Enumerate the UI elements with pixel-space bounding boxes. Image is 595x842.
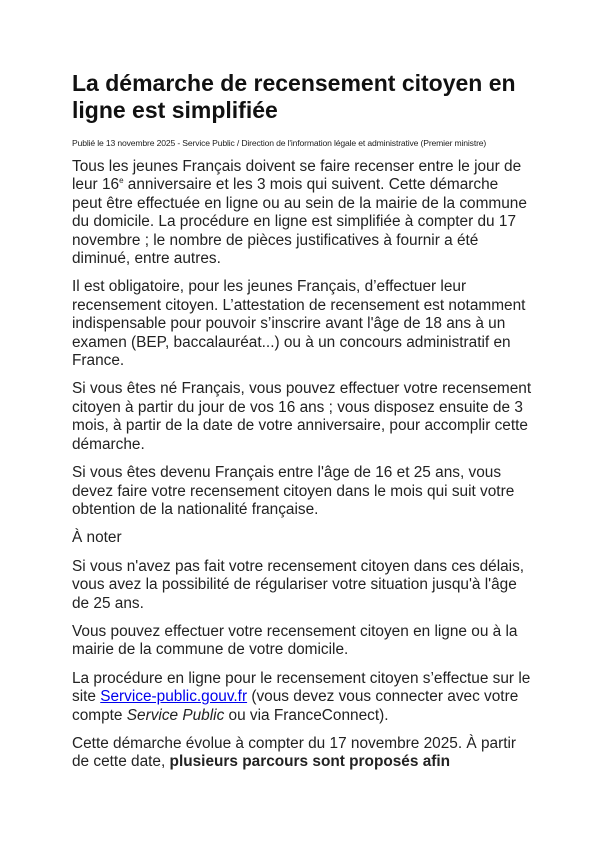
paragraph-2: Il est obligatoire, pour les jeunes Français, d’effectuer leur recensement citoyen. L’attestation de recensement est notamment indispensable pour pouvoir s’inscrire avant l'âge de 18 ans à un examen (BEP, baccalauréat...) ou à un concours administratif en France. (72, 278, 526, 370)
paragraph-5: Si vous n'avez pas fait votre recensement citoyen dans ces délais, vous avez la possibilité de régulariser votre situation jusqu'à l'âge de 25 ans. (72, 557, 525, 612)
article-byline: Publié le 13 novembre 2025 - Service Public / Direction de l'information légale et administrative (Premier ministre) (72, 138, 487, 148)
article-title: La démarche de recensement citoyen en ligne est simplifiée (72, 70, 516, 123)
paragraph-8 (72, 735, 532, 772)
paragraph-7-text-a: La procédure en ligne pour le recensement citoyen s’effectue sur le site (72, 669, 531, 706)
service-public-account-name: Service Public (126, 706, 225, 724)
paragraph-1-text-a: Tous les jeunes Français doivent se faire recenser entre le jour de leur 16 (72, 158, 522, 194)
paragraph-8-emphasis: plusieurs parcours sont proposés afin (169, 753, 451, 771)
paragraph-7-text-b: (vous devez vous connecter avec votre compte (72, 688, 519, 724)
ordinal-suffix: e (119, 176, 124, 186)
paragraph-7-text-c: ou via FranceConnect). (224, 706, 389, 724)
paragraph-1-text-b: anniversaire et les 3 mois qui suivent. Cette démarche peut être effectuée en ligne ou au sein de la mairie de la commune du domicile. La procédure en ligne est simplifiée à compter du 17 novembre ; le nombre de pièces justificatives à fournir a été diminué, entre autres. (72, 176, 527, 268)
paragraph-1 (72, 158, 532, 268)
paragraph-4: Si vous êtes devenu Français entre l'âge de 16 et 25 ans, vous devez faire votre recensement citoyen dans le mois qui suit votre obtention de la nationalité française. (72, 464, 515, 518)
article (72, 70, 532, 782)
paragraph-8-text-a: Cette démarche évolue à compter du 17 novembre 2025. À partir de cette date, (72, 734, 517, 771)
paragraph-3: Si vous êtes né Français, vous pouvez effectuer votre recensement citoyen à partir du jour de vos 16 ans ; vous disposez ensuite de 3 mois, à partir de la date de votre anniversaire, pour accomplir cette démarche. (72, 380, 532, 453)
paragraph-7 (72, 670, 532, 725)
paragraph-6: Vous pouvez effectuer votre recensement citoyen en ligne ou à la mairie de la commune de votre domicile. (72, 622, 518, 659)
note-heading: À noter (72, 529, 122, 547)
service-public-link[interactable]: Service-public.gouv.fr (100, 688, 248, 706)
